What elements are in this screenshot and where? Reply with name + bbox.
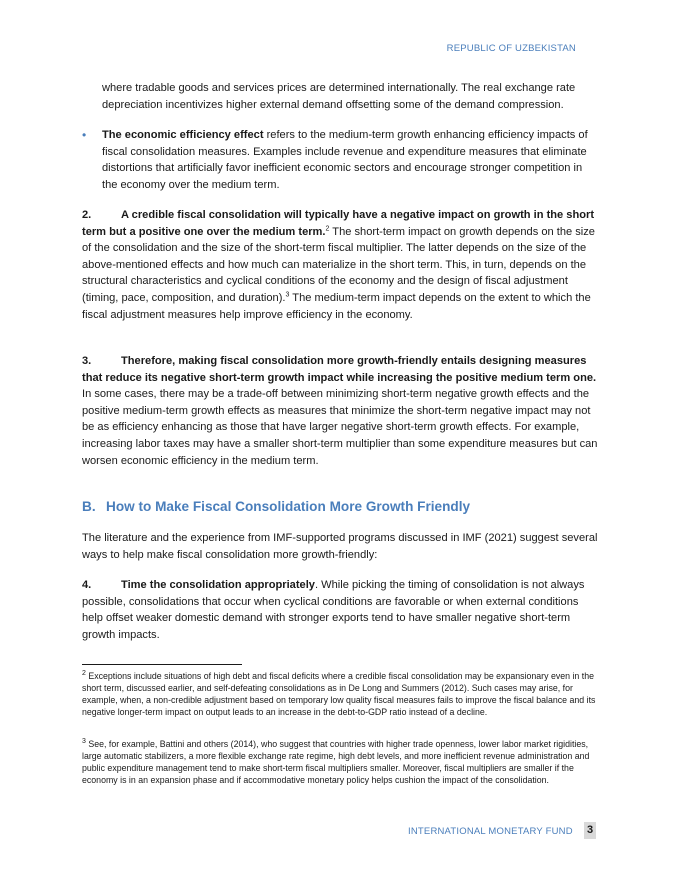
paragraph-4 xyxy=(82,577,599,643)
intro-paragraph: The literature and the experience from IMF-supported programs discussed in IMF (2021) suggest several ways to help make fiscal consolidation more growth-friendly: xyxy=(82,532,598,561)
footnote-2 xyxy=(82,671,599,719)
footnote-text: See, for example, Battini and others (2014), who suggest that countries with higher trade openness, lower labor market rigidities, large automatic stabilizers, a more flexible exchange rate regime, high debt levels, and more inefficient revenue administration and public expenditure management tend to make short-term fiscal multipliers smaller. Moreover, fiscal multipliers are smaller if the economy is in an expansion phase and if accommodative monetary policy helps cushion the impact of the consolidation. xyxy=(82,739,590,785)
footnote-divider xyxy=(82,664,242,665)
footnote-ref[interactable]: 3 xyxy=(285,291,290,299)
page-number: 3 xyxy=(584,822,596,839)
footnote-number: 2 xyxy=(82,670,86,678)
paragraph-lead: Time the consolidation appropriately xyxy=(121,579,315,591)
paragraph-body: In some cases, there may be a trade-off between minimizing short-term negative growth effects and the positive medium-term growth effects as measures that minimize the short-term negative impact may not be as efficiency enhancing as those that have larger negative short-term growth effects. For example, increasing labor taxes may have a smaller short-term multiplier than some expenditure measures but can worsen economic efficiency in the medium term. xyxy=(82,388,598,467)
footnote-3 xyxy=(82,739,599,787)
footnote-text: Exceptions include situations of high debt and fiscal deficits where a credible fiscal consolidation may be expansionary even in the short term, discussed earlier, and self-defeating consolidations as in De Long and Summers (2012). Such cases may arise, for example, when, a non-credible adjustment based on temporary low quality fiscal measures fails to improve the fiscal balance and its negative longer-term impact on output leads to an increase in the debt-to-GDP ratio instead of a decline. xyxy=(82,671,596,717)
paragraph-2 xyxy=(82,207,599,323)
paragraph-number: 4. xyxy=(82,579,92,591)
section-letter: B. xyxy=(82,499,96,514)
bullet-text xyxy=(102,127,599,193)
paragraph-3 xyxy=(82,353,599,469)
section-heading xyxy=(82,499,470,514)
bullet-body: refers to the medium-term growth enhancing efficiency impacts of fiscal consolidation measures. Examples include revenue and expenditure measures that eliminate distortions that artificially favor inefficient economic sectors and encourage stronger competition in the economy over the medium term. xyxy=(102,129,588,191)
paragraph-body: . While picking the timing of consolidation is not always possible, consolidations that occur when cyclical conditions are favorable or when external conditions help offset weaker domestic demand with stronger exports tend to have smaller negative short-term growth impacts. xyxy=(82,579,585,641)
paragraph-number: 2. xyxy=(82,209,92,221)
footnote-number: 3 xyxy=(82,738,86,746)
paragraph-body: The short-term impact on growth depends on the size of the consolidation and the size of the short-term fiscal multiplier. The latter depends on the size of the above-mentioned effects and how much can materialize in the short term. This, in turn, depends on the structural characteristics and cyclical conditions of the economy and the design of fiscal adjustment (timing, pace, composition, and duration). xyxy=(82,225,595,304)
section-title: How to Make Fiscal Consolidation More Growth Friendly xyxy=(106,499,471,514)
paragraph-body: The medium-term impact depends on the extent to which the fiscal adjustment measures help improve efficiency in the economy. xyxy=(82,291,591,321)
footnote-ref[interactable]: 2 xyxy=(325,224,330,232)
paragraph-lead: Therefore, making fiscal consolidation more growth-friendly entails designing measures that reduce its negative short-term growth impact while increasing the positive medium term one. xyxy=(82,355,597,384)
running-footer: INTERNATIONAL MONETARY FUND xyxy=(408,826,573,837)
bullet-icon: • xyxy=(82,128,87,142)
paragraph-lead: A credible fiscal consolidation will typically have a negative impact on growth in the short term but a positive one over the medium term. xyxy=(82,209,595,238)
continuation-text: where tradable goods and services prices are determined internationally. The real exchange rate depreciation incentivizes higher external demand offsetting some of the demand compression. xyxy=(102,82,576,111)
bullet-item xyxy=(82,127,599,193)
running-header: REPUBLIC OF UZBEKISTAN xyxy=(446,43,576,54)
bullet-bold: The economic efficiency effect xyxy=(102,129,264,141)
paragraph-number: 3. xyxy=(82,355,92,367)
